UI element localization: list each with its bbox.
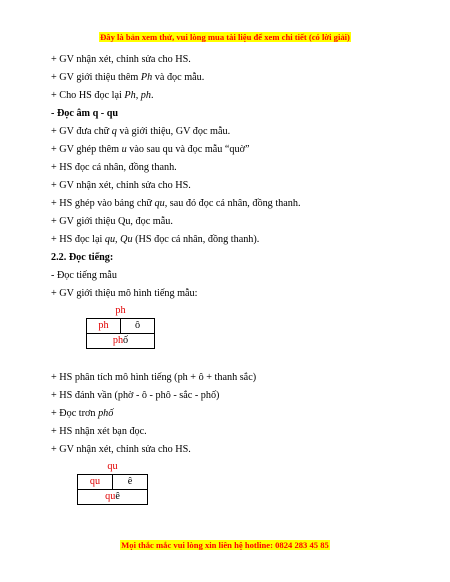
word-cell: quê [78,490,148,505]
line-11: + HS đọc lại qu, Qu (HS đọc cá nhân, đồng thanh). [51,234,260,245]
model-label: ph [115,305,126,316]
onset-cell: qu [78,475,113,490]
bottom-banner [0,535,450,553]
line-8: + GV nhận xét, chỉnh sửa cho HS. [51,180,191,191]
line-19: + GV nhận xét, chỉnh sửa cho HS. [51,444,191,455]
onset-cell: ph [87,319,121,334]
line-3: + Cho HS đọc lại Ph, ph. [51,90,154,101]
rhyme-cell: ê [113,475,148,490]
syllable-table [77,474,148,505]
line-6: + GV ghép thêm u vào sau qu và đọc mẫu “quờ” [51,144,250,155]
rhyme-cell: ô [121,319,155,334]
top-banner [0,27,450,45]
line-7: + HS đọc cá nhân, đồng thanh. [51,162,177,173]
line-14: + GV giới thiệu mô hình tiếng mẫu: [51,288,198,299]
word-cell: phố [87,334,155,349]
section-heading-q-qu: - Đọc âm q - qu [51,108,119,119]
line-16: + HS đánh vần (phờ - ô - phô - sắc - phố) [51,390,220,401]
line-13: - Đọc tiếng mẫu [51,270,117,281]
line-2: + GV giới thiệu thêm Ph và đọc mẫu. [51,72,205,83]
syllable-model-pho [86,304,155,349]
model-label: qu [107,461,118,472]
line-15: + HS phân tích mô hình tiếng (ph + ô + thanh sắc) [51,372,257,383]
syllable-model-que [77,460,148,505]
line-18: + HS nhận xét bạn đọc. [51,426,147,437]
line-5: + GV đưa chữ q và giới thiệu, GV đọc mẫu. [51,126,231,137]
bottom-banner-text: Mọi thắc mắc vui lòng xin liên hệ hotline: 0824 283 45 85 [121,540,329,550]
line-17: + Đọc trơn phố [51,408,114,419]
line-10: + GV giới thiệu Qu, đọc mẫu. [51,216,173,227]
syllable-table [86,318,155,349]
top-banner-text: Đây là bản xem thử, vui lòng mua tài liệu để xem chi tiết (có lời giải) [100,32,350,42]
line-9: + HS ghép vào bảng chữ qu, sau đó đọc cá nhân, đồng thanh. [51,198,301,209]
line-1: + GV nhận xét, chỉnh sửa cho HS. [51,54,191,65]
section-heading-doc-tieng: 2.2. Đọc tiếng: [51,252,114,263]
